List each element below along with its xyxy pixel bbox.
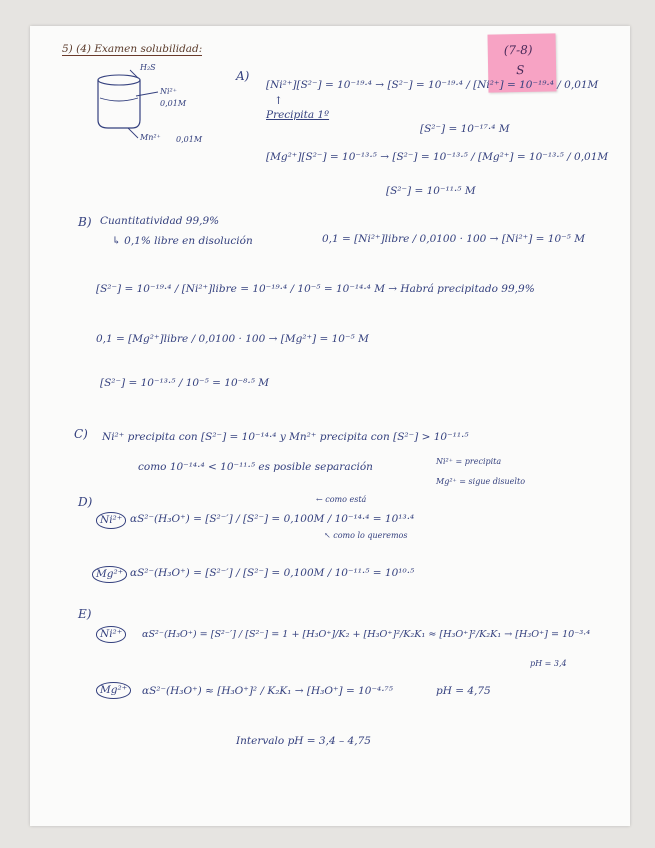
part-c-branch2: Mg²⁺ = sigue disuelto <box>436 477 526 486</box>
part-e-interval: Intervalo pH = 3,4 – 4,75 <box>236 735 371 747</box>
sticky-grade: S <box>516 62 525 78</box>
part-d-eq2: αS²⁻(H₃O⁺) = [S²⁻′] / [S²⁻] = 0,100M / 10⁻¹¹·⁵ = 10¹⁰·⁵ <box>130 567 415 579</box>
part-d-note2: ↖ como lo queremos <box>324 531 408 540</box>
part-c-branch1: Ni²⁺ = precipita <box>436 457 502 466</box>
part-a-result1: [S²⁻] = 10⁻¹⁷·⁴ M <box>420 123 510 135</box>
part-b-label: B) <box>78 215 92 229</box>
part-a-arrow: ↑ <box>274 95 283 107</box>
part-c-label: C) <box>74 427 88 441</box>
part-e-eq1: αS²⁻(H₃O⁺) = [S²⁻′] / [S²⁻] = 1 + [H₃O⁺]/K₂ + [H₃O⁺]²/K₂K₁ ≈ [H₃O⁺]²/K₂K₁ → [H₃O⁺] = 10⁻³·⁴ <box>142 629 591 640</box>
beaker-ion1: Ni²⁺ <box>160 87 177 96</box>
part-c-line2: como 10⁻¹⁴·⁴ < 10⁻¹¹·⁵ es posible separación <box>138 461 373 473</box>
part-b-title: Cuantitatividad 99,9% <box>100 215 220 227</box>
beaker-ion2: Mn²⁺ <box>140 133 161 142</box>
part-a-result2: [S²⁻] = 10⁻¹¹·⁵ M <box>386 185 476 197</box>
part-d-ion1-circled: Ni²⁺ <box>96 512 126 529</box>
part-d-note1: ← como está <box>316 495 367 504</box>
part-e-ion1-circled: Ni²⁺ <box>96 626 126 643</box>
part-b-eq4: [S²⁻] = 10⁻¹³·⁵ / 10⁻⁵ = 10⁻⁸·⁵ M <box>100 377 270 389</box>
beaker-gas: H₂S <box>140 63 156 72</box>
part-a-eq1: [Ni²⁺][S²⁻] = 10⁻¹⁹·⁴ → [S²⁻] = 10⁻¹⁹·⁴ / [Ni²⁺] = 10⁻¹⁹·⁴ / 0,01M <box>266 79 599 91</box>
part-e-eq2: αS²⁻(H₃O⁺) ≈ [H₃O⁺]² / K₂K₁ → [H₃O⁺] = 10⁻⁴·⁷⁵ <box>142 685 393 697</box>
part-a-eq2: [Mg²⁺][S²⁻] = 10⁻¹³·⁵ → [S²⁻] = 10⁻¹³·⁵ / [Mg²⁺] = 10⁻¹³·⁵ / 0,01M <box>266 151 609 163</box>
beaker-conc2: 0,01M <box>176 135 203 144</box>
exercise-title: 5) (4) Examen solubilidad: <box>62 43 203 55</box>
part-a-note: Precipita 1º <box>266 109 330 121</box>
part-b-subtitle: ↳ 0,1% libre en disolución <box>112 235 253 247</box>
part-a-label: A) <box>236 69 250 83</box>
part-d-eq1: αS²⁻(H₃O⁺) = [S²⁻′] / [S²⁻] = 0,100M / 10⁻¹⁴·⁴ = 10¹³·⁴ <box>130 513 415 525</box>
beaker-conc1: 0,01M <box>160 99 187 108</box>
part-e-ion2-circled: Mg²⁺ <box>96 682 131 699</box>
part-c-line1: Ni²⁺ precipita con [S²⁻] = 10⁻¹⁴·⁴ y Mn²⁺ precipita con [S²⁻] > 10⁻¹¹·⁵ <box>102 431 469 443</box>
part-b-eq2: [S²⁻] = 10⁻¹⁹·⁴ / [Ni²⁺]libre = 10⁻¹⁹·⁴ / 10⁻⁵ = 10⁻¹⁴·⁴ M → Habrá precipitado 99,9% <box>96 283 535 295</box>
part-e-ph2: pH = 4,75 <box>436 685 491 697</box>
sticky-ref: (7-8) <box>503 42 533 58</box>
part-d-label: D) <box>78 495 93 509</box>
part-e-ph1: pH = 3,4 <box>530 659 567 668</box>
part-e-label: E) <box>78 607 92 621</box>
part-b-eq1: 0,1 = [Ni²⁺]libre / 0,0100 · 100 → [Ni²⁺] = 10⁻⁵ M <box>322 233 585 245</box>
part-b-eq3: 0,1 = [Mg²⁺]libre / 0,0100 · 100 → [Mg²⁺] = 10⁻⁵ M <box>96 333 369 345</box>
part-d-ion2-circled: Mg²⁺ <box>92 566 127 583</box>
